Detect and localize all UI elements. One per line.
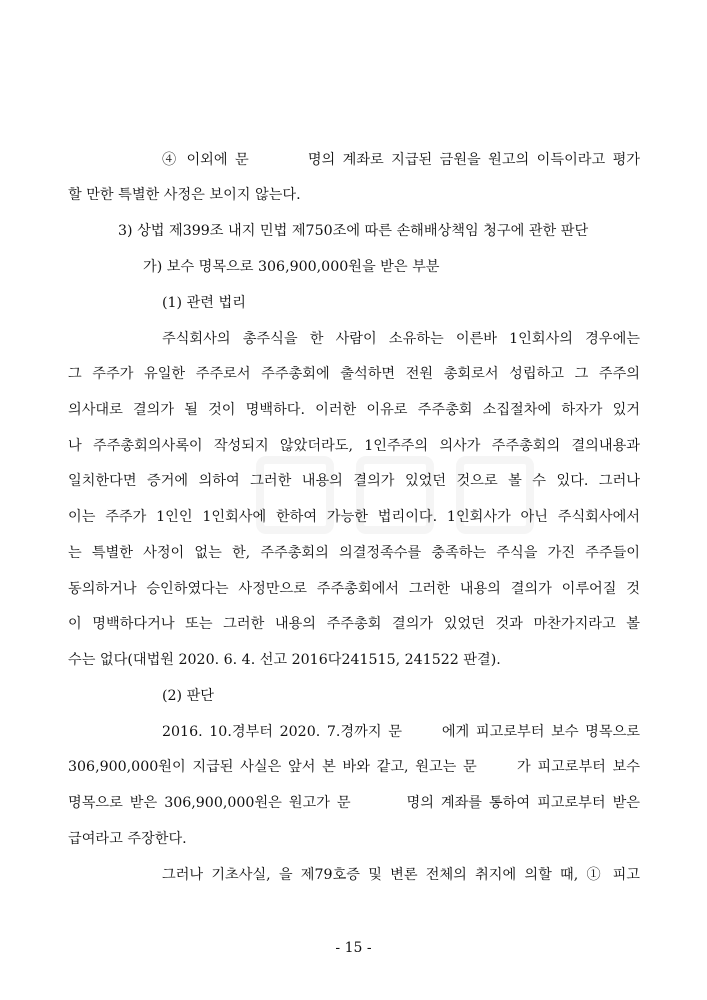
paragraph-line: ④ 이외에 문 명의 계좌로 지급된 금원을 원고의 이득이라고 평가 (162, 152, 640, 168)
paragraph-line: 2016. 10.경부터 2020. 7.경까지 문 에게 피고로부터 보수 명목으로 (162, 724, 640, 740)
paragraph-line: 이는 주주가 1인인 1인회사에 한하여 가능한 법리이다. 1인회사가 아닌 주식회사에서 (68, 509, 640, 525)
paragraph-line: 명목으로 받은 306,900,000원은 원고가 문 명의 계좌를 통하여 피고로부터 받은 (68, 795, 640, 811)
subsection-heading: (1) 관련 법리 (162, 295, 246, 311)
paragraph-line: 수는 없다(대법원 2020. 6. 4. 선고 2016다241515, 241522 판결). (68, 652, 501, 668)
page-number: - 15 - (335, 940, 372, 956)
watermark (250, 440, 550, 550)
paragraph-line: 306,900,000원이 지급된 사실은 앞서 본 바와 같고, 원고는 문 가 피고로부터 보수 (68, 759, 640, 775)
subsection-heading: (2) 판단 (162, 688, 215, 704)
subsection-heading: 가) 보수 명목으로 306,900,000원을 받은 부분 (143, 259, 440, 275)
paragraph-line: 는 특별한 사정이 없는 한, 주주총회의 의결정족수를 충족하는 주식을 가진 주주들이 (68, 545, 640, 561)
section-heading: 3) 상법 제399조 내지 민법 제750조에 따른 손해배상책임 청구에 관한 판단 (118, 223, 589, 239)
paragraph-line: 일치한다면 증거에 의하여 그러한 내용의 결의가 있었던 것으로 볼 수 있다. 그러나 (68, 473, 640, 489)
watermark-graphic (250, 440, 550, 550)
paragraph-line: 주식회사의 총주식을 한 사람이 소유하는 이른바 1인회사의 경우에는 (162, 331, 640, 347)
paragraph-line: 동의하거나 승인하였다는 사정만으로 주주총회에서 그러한 내용의 결의가 이루어질 것 (68, 581, 640, 597)
paragraph-line: 이 명백하다거나 또는 그러한 내용의 주주총회 결의가 있었던 것과 마찬가지라고 볼 (68, 616, 640, 632)
paragraph-line: 그러나 기초사실, 을 제79호증 및 변론 전체의 취지에 의할 때, ① 피고 (162, 867, 640, 883)
paragraph-line: 그 주주가 유일한 주주로서 주주총회에 출석하면 전원 총회로서 성립하고 그 주주의 (68, 366, 640, 382)
paragraph-line: 나 주주총회의사록이 작성되지 않았더라도, 1인주주의 의사가 주주총회의 결의내용과 (68, 438, 640, 454)
paragraph-line: 급여라고 주장한다. (68, 831, 187, 847)
paragraph-line: 의사대로 결의가 될 것이 명백하다. 이러한 이유로 주주총회 소집절차에 하자가 있거 (68, 402, 640, 418)
paragraph-line: 할 만한 특별한 사정은 보이지 않는다. (68, 187, 301, 203)
